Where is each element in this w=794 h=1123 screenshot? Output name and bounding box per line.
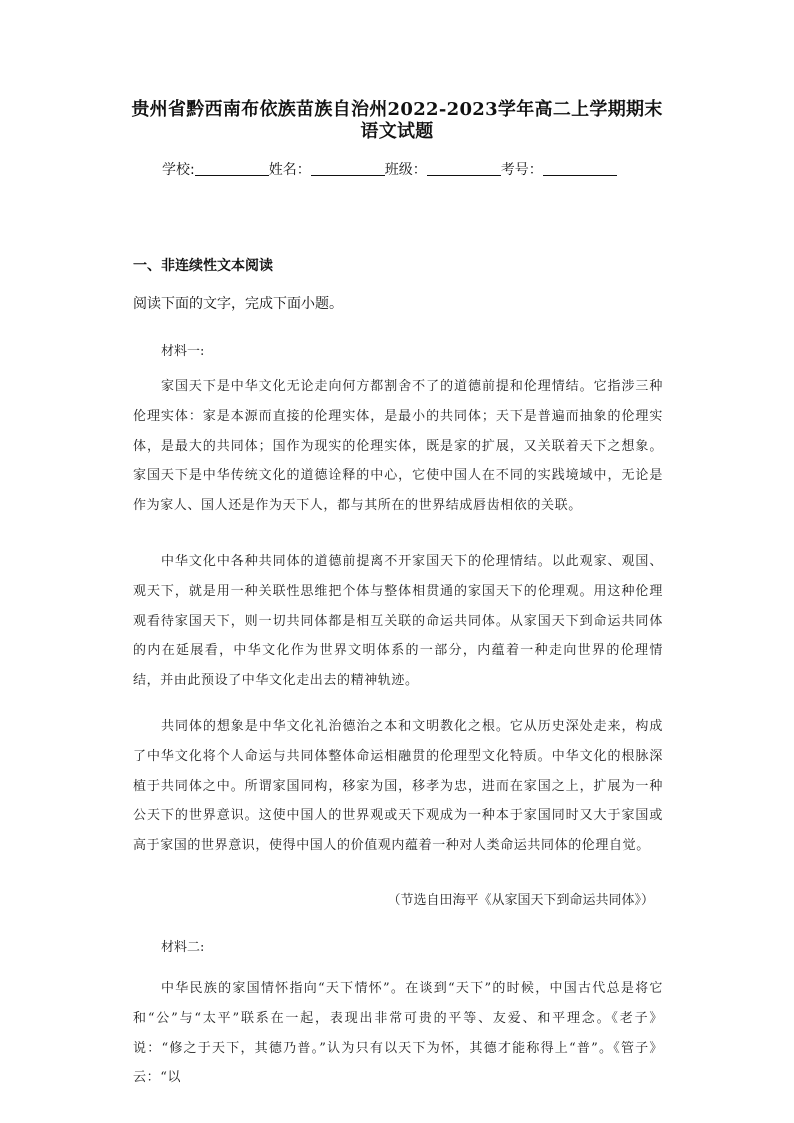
material-two-paragraph-1: 中华民族的家国情怀指向“天下情怀”。在谈到“天下”的时候，中国古代总是将它和“公”与“太平”联系在一起，表现出非常可贵的平等、友爱、和平理念。《老子》说：“修之于天下，其德乃普。”认为只有以天下为怀，其德才能称得上“普”。《管子》云：“以 [133, 981, 663, 1086]
material-one-paragraph-2: 中华文化中各种共同体的道德前提离不开家国天下的伦理情结。以此观家、观国、观天下，就是用一种关联性思维把个体与整体相贯通的家国天下的伦理观。用这种伦理观看待家国天下，则一切共同体都是相互关联的命运共同体。从家国天下到命运共同体的内在延展看，中华文化作为世界文明体系的一部分，内蕴着一种走向世界的伦理情结，并由此预设了中华文化走出去的精神轨迹。 [133, 554, 663, 689]
school-blank [195, 161, 269, 176]
class-label: 班级： [384, 162, 427, 178]
number-blank [543, 161, 617, 176]
material-two-label: 材料二: [161, 940, 205, 955]
student-info-line [162, 159, 642, 179]
material-one-source: （节选自田海平《从家国天下到命运共同体》） [387, 893, 654, 908]
class-blank [427, 161, 501, 176]
name-blank [311, 161, 385, 176]
material-one-label: 材料一: [161, 344, 205, 359]
document-subtitle: 语文试题 [360, 121, 434, 142]
section-heading: 一、非连续性文本阅读 [133, 258, 273, 274]
number-label: 考号： [500, 162, 543, 178]
material-one-paragraph-1: 家国天下是中华文化无论走向何方都割舍不了的道德前提和伦理情结。它指涉三种伦理实体：家是本源而直接的伦理实体，是最小的共同体；天下是普遍而抽象的伦理实体，是最大的共同体；国作为现实的伦理实体，既是家的扩展，又关联着天下之想象。家国天下是中华传统文化的道德诠释的中心，它使中国人在不同的实践境域中，无论是作为家人、国人还是作为天下人，都与其所在的世界结成唇齿相依的关联。 [133, 379, 663, 514]
material-one-paragraph-3: 共同体的想象是中华文化礼治德治之本和文明教化之根。它从历史深处走来，构成了中华文化将个人命运与共同体整体命运相融贯的伦理型文化特质。中华文化的根脉深植于共同体之中。所谓家国同构，移家为国，移孝为忠，进而在家国之上，扩展为一种公天下的世界意识。这使中国人的世界观或天下观成为一种本于家国同时又大于家国或高于家国的世界意识，使得中国人的价值观内蕴着一种对人类命运共同体的伦理自觉。 [133, 719, 663, 854]
school-label: 学校: [162, 162, 195, 178]
reading-instruction: 阅读下面的文字，完成下面小题。 [133, 296, 343, 312]
document-title: 贵州省黔西南布依族苗族自治州2022-2023学年高二上学期期末 [131, 99, 663, 120]
name-label: 姓名： [268, 162, 311, 178]
